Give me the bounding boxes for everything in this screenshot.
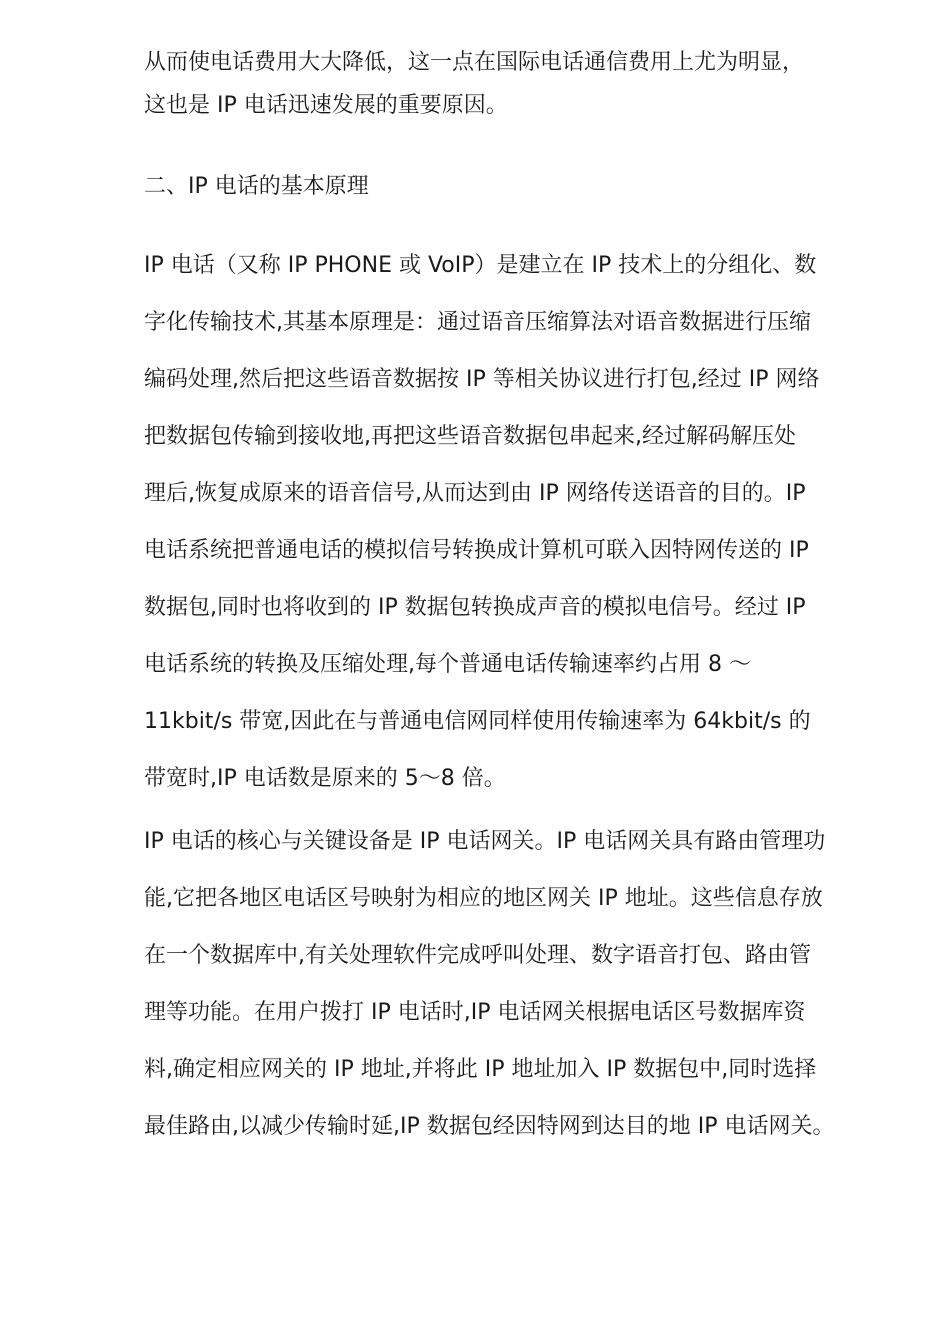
paragraph-line: 电话系统的转换及压缩处理,每个普通电话传输速率约占用 8 ～ [144, 652, 751, 677]
paragraph-line: 在一个数据库中,有关处理软件完成呼叫处理、数字语音打包、路由管 [144, 943, 811, 968]
paragraph-line: 理后,恢复成原来的语音信号,从而达到由 IP 网络传送语音的目的。IP [144, 481, 806, 506]
paragraph-line: IP 电话的核心与关键设备是 IP 电话网关。IP 电话网关具有路由管理功 [144, 829, 826, 854]
paragraph-line: IP 电话（又称 IP PHONE 或 VoIP）是建立在 IP 技术上的分组化、数 [144, 253, 817, 278]
paragraph-line: 理等功能。在用户拨打 IP 电话时,IP 电话网关根据电话区号数据库资 [144, 1000, 806, 1025]
paragraph-line: 电话系统把普通电话的模拟信号转换成计算机可联入因特网传送的 IP [144, 538, 809, 563]
paragraph-line: 能,它把各地区电话区号映射为相应的地区网关 IP 地址。这些信息存放 [144, 886, 823, 911]
section-heading: 二、IP 电话的基本原理 [144, 174, 369, 199]
paragraph-line: 字化传输技术,其基本原理是：通过语音压缩算法对语音数据进行压缩 [144, 310, 811, 335]
intro-line: 从而使电话费用大大降低，这一点在国际电话通信费用上尤为明显， [144, 50, 805, 75]
paragraph-line: 最佳路由,以减少传输时延,IP 数据包经因特网到达目的地 IP 电话网关。 [144, 1114, 835, 1139]
intro-line: 这也是 IP 电话迅速发展的重要原因。 [144, 93, 508, 118]
paragraph-line: 11kbit/s 带宽,因此在与普通电信网同样使用传输速率为 64kbit/s 的 [144, 709, 811, 734]
paragraph-line: 数据包,同时也将收到的 IP 数据包转换成声音的模拟电信号。经过 IP [144, 595, 806, 620]
paragraph-line: 编码处理,然后把这些语音数据按 IP 等相关协议进行打包,经过 IP 网络 [144, 367, 820, 392]
paragraph-line: 料,确定相应网关的 IP 地址,并将此 IP 地址加入 IP 数据包中,同时选择 [144, 1057, 817, 1082]
paragraph-line: 带宽时,IP 电话数是原来的 5～8 倍。 [144, 766, 506, 791]
paragraph-line: 把数据包传输到接收地,再把这些语音数据包串起来,经过解码解压处 [144, 424, 796, 449]
